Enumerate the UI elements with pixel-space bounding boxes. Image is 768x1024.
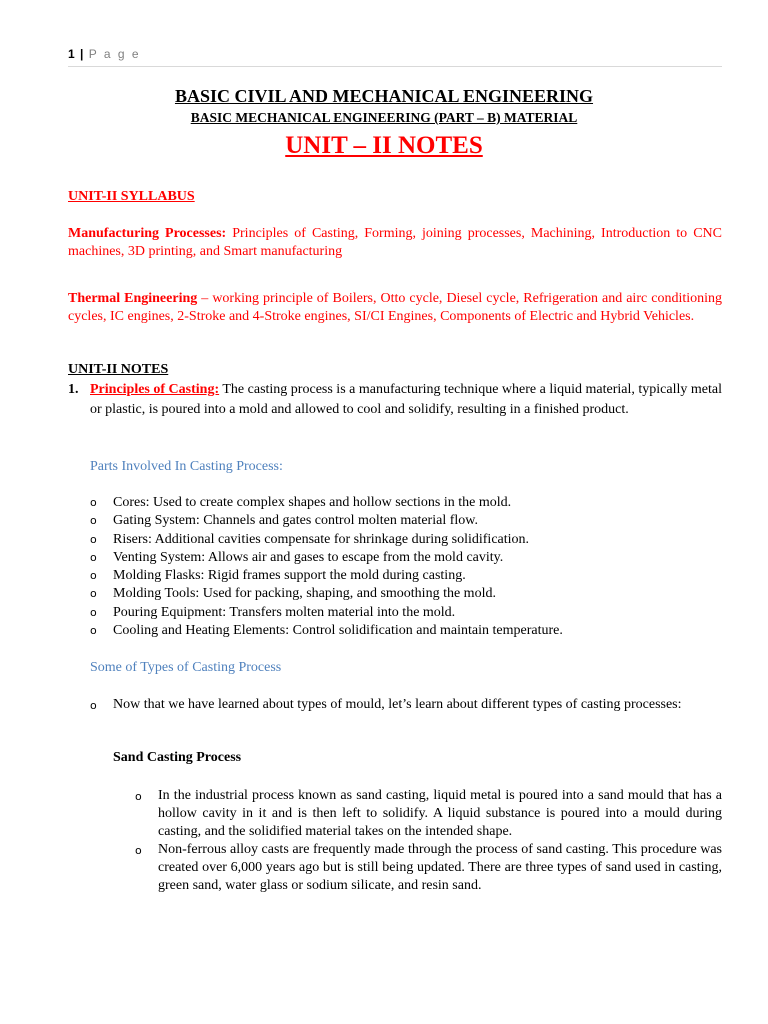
thermal-text: – working principle of Boilers, Otto cycle, Diesel cycle, Refrigeration and airc conditioning cycles, IC engines, 2-Stroke and 4-Stroke engines, SI/CI Engines, Components of Electric and Hybrid Vehicles. bbox=[68, 291, 723, 324]
list-item: o Molding Tools: Used for packing, shaping, and smoothing the mold. bbox=[90, 585, 722, 603]
list-item: o Pouring Equipment: Transfers molten material into the mold. bbox=[90, 604, 722, 622]
item-body bbox=[90, 380, 722, 420]
manufacturing-text: Principles of Casting, Forming, joining processes, Machining, Introduction to CNC machines, 3D printing, and Smart manufacturing bbox=[68, 226, 722, 259]
numbered-item-1 bbox=[68, 380, 722, 420]
bullet-circle-icon: o bbox=[135, 844, 142, 857]
list-item: o Gating System: Channels and gates control molten material flow. bbox=[90, 512, 722, 530]
types-intro-item bbox=[90, 696, 722, 714]
bullet-circle-icon: o bbox=[90, 587, 97, 601]
bullet-circle-icon: o bbox=[90, 496, 97, 509]
syllabus-heading: UNIT-II SYLLABUS bbox=[68, 189, 195, 204]
bullet-circle-icon: o bbox=[90, 569, 97, 583]
header-separator: | bbox=[80, 47, 85, 61]
document-title: BASIC CIVIL AND MECHANICAL ENGINEERING bbox=[174, 86, 594, 106]
notes-heading: UNIT-II NOTES bbox=[68, 362, 169, 377]
bullet-circle-icon: o bbox=[90, 550, 97, 564]
thermal-paragraph bbox=[68, 290, 722, 326]
list-item: o Cooling and Heating Elements: Control solidification and maintain temperature. bbox=[90, 622, 722, 640]
list-item: o Venting System: Allows air and gases to escape from the mold cavity. bbox=[90, 549, 722, 567]
page-header bbox=[68, 47, 141, 61]
bullet-circle-icon: o bbox=[90, 699, 97, 712]
page-word: P a g e bbox=[88, 47, 141, 61]
unit-title: UNIT – II NOTES bbox=[285, 132, 483, 159]
types-intro-text: Now that we have learned about types of mould, let’s learn about different types of casting processes: bbox=[113, 697, 682, 712]
header-rule bbox=[68, 66, 722, 67]
bullet-circle-icon: o bbox=[135, 790, 142, 803]
sand-point bbox=[135, 841, 722, 895]
item-text: The casting process is a manufacturing technique where a liquid material, typically metal or plastic, is poured into a mold and allowed to cool and solidify, resulting in a finished product. bbox=[90, 382, 722, 417]
bullet-circle-icon: o bbox=[90, 605, 97, 619]
sand-casting-heading: Sand Casting Process bbox=[113, 750, 242, 765]
list-item: o Cores: Used to create complex shapes and hollow sections in the mold. bbox=[90, 494, 722, 512]
sand-point-text: Non-ferrous alloy casts are frequently made through the process of sand casting. This procedure was created over 6,000 years ago but is still being updated. There are three types of sand used in casting, green sand, water glass or sodium silicate, and resin sand. bbox=[158, 842, 722, 893]
manufacturing-paragraph bbox=[68, 225, 722, 261]
bullet-circle-icon: o bbox=[90, 624, 97, 638]
item-number: 1. bbox=[68, 382, 79, 397]
sand-point-text: In the industrial process known as sand casting, liquid metal is poured into a sand mould that has a hollow cavity in it and is then left to solidify. A liquid substance is poured into a mould during casting, and the solidified material takes on the intended shape. bbox=[158, 788, 722, 839]
thermal-label: Thermal Engineering bbox=[68, 291, 198, 306]
types-heading: Some of Types of Casting Process bbox=[90, 660, 282, 675]
document-subtitle: BASIC MECHANICAL ENGINEERING (PART – B) MATERIAL bbox=[190, 110, 578, 125]
manufacturing-label: Manufacturing Processes: bbox=[68, 226, 227, 241]
page-number: 1 bbox=[68, 47, 76, 61]
parts-heading: Parts Involved In Casting Process: bbox=[90, 459, 283, 474]
sand-point bbox=[135, 787, 722, 841]
list-item: o Risers: Additional cavities compensate for shrinkage during solidification. bbox=[90, 531, 722, 549]
item-label: Principles of Casting: bbox=[90, 382, 220, 397]
list-item: o Molding Flasks: Rigid frames support the mold during casting. bbox=[90, 567, 722, 585]
bullet-circle-icon: o bbox=[90, 532, 97, 546]
parts-list bbox=[90, 494, 722, 640]
bullet-circle-icon: o bbox=[90, 514, 97, 528]
